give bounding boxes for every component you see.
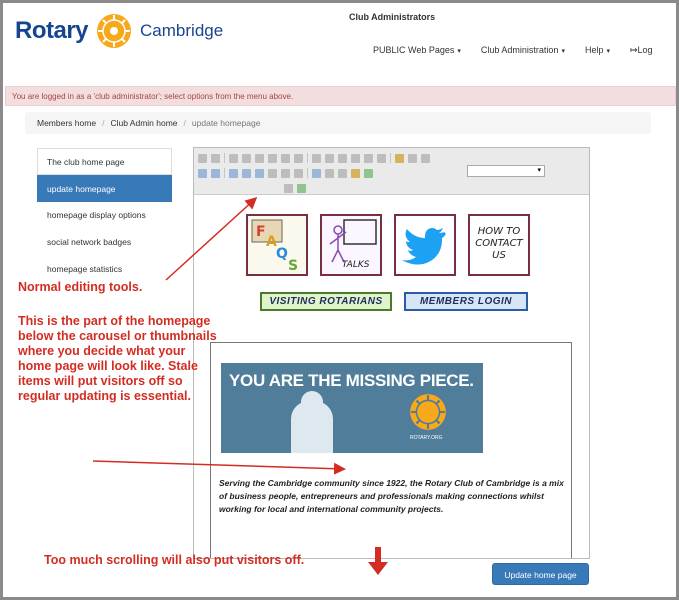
nav-label: Help xyxy=(584,45,604,55)
numbered-list-icon[interactable] xyxy=(421,154,430,163)
sidebar-item-club-home-page[interactable]: The club home page xyxy=(37,148,172,175)
toolbar-divider xyxy=(307,153,308,163)
sidebar xyxy=(37,148,172,283)
cell-props-icon[interactable] xyxy=(281,169,290,178)
nav-label: Club Administration xyxy=(480,45,559,55)
page-title: Club Administrators xyxy=(349,12,436,22)
contact-tile[interactable]: HOW TO CONTACT US xyxy=(468,214,530,276)
rich-text-editor[interactable] xyxy=(193,147,590,559)
caret-down-icon: ▾ xyxy=(606,48,610,55)
fullscreen-icon[interactable] xyxy=(297,184,306,193)
breadcrumb-club-admin-home[interactable]: Club Admin home xyxy=(110,118,178,128)
svg-text:F: F xyxy=(256,224,266,240)
breadcrumb-separator: / xyxy=(102,118,105,128)
format-select[interactable]: ▾ xyxy=(467,165,545,177)
annotation-scroll: Too much scrolling will also put visitors off. xyxy=(44,553,305,567)
italic-icon[interactable] xyxy=(242,154,251,163)
admin-alert: You are logged in as a 'club administrator'; select options from the menu above. xyxy=(5,86,676,106)
toolbar-divider xyxy=(224,153,225,163)
link-icon[interactable] xyxy=(312,169,321,178)
sidebar-item-statistics[interactable]: homepage statistics xyxy=(37,256,172,283)
sidebar-item-social-badges[interactable]: social network badges xyxy=(37,229,172,256)
nav-label: PUBLIC Web Pages xyxy=(373,45,455,55)
svg-text:Q: Q xyxy=(276,246,288,262)
toolbar-divider xyxy=(307,168,308,178)
rotary-wheel-icon xyxy=(407,391,449,433)
twitter-icon xyxy=(396,216,454,274)
screenshot-frame xyxy=(3,3,676,597)
nav-help[interactable] xyxy=(585,45,610,56)
lock-icon[interactable] xyxy=(351,169,360,178)
nav-public-web-pages[interactable] xyxy=(373,45,461,56)
talks-tile[interactable] xyxy=(320,214,382,276)
bullet-list-icon[interactable] xyxy=(408,154,417,163)
top-navigation xyxy=(373,45,653,56)
underline-icon[interactable] xyxy=(255,154,264,163)
annotation-explain: This is the part of the homepage below the carousel or thumbnails where you decide what your home page will look like. Stale items will put visitors off so regular updating is essential. xyxy=(18,314,217,403)
toolbar-row-1 xyxy=(198,151,585,165)
svg-text:A: A xyxy=(266,234,277,250)
faqs-tile[interactable] xyxy=(246,214,308,276)
strikethrough-icon[interactable] xyxy=(268,154,277,163)
superscript-icon[interactable] xyxy=(294,154,303,163)
outdent-icon[interactable] xyxy=(377,154,386,163)
table-icon[interactable] xyxy=(211,169,220,178)
twitter-tile[interactable] xyxy=(394,214,456,276)
visiting-rotarians-badge[interactable]: VISITING ROTARIANS xyxy=(260,292,392,311)
editor-toolbar xyxy=(194,148,589,195)
subscript-icon[interactable] xyxy=(281,154,290,163)
row-props-icon[interactable] xyxy=(294,169,303,178)
sidebar-item-display-options[interactable]: homepage display options xyxy=(37,202,172,229)
paint-icon[interactable] xyxy=(395,154,404,163)
logout-icon: ↦ xyxy=(629,45,638,55)
align-left-icon[interactable] xyxy=(312,154,321,163)
split-cells-icon[interactable] xyxy=(268,169,277,178)
source-code-icon[interactable] xyxy=(284,184,293,193)
talks-label: TALKS xyxy=(342,260,370,270)
image-icon[interactable] xyxy=(198,169,207,178)
merge-cells-icon[interactable] xyxy=(255,169,264,178)
banner-org: ROTARY.ORG xyxy=(410,435,443,441)
intro-paragraph: Serving the Cambridge community since 1922, the Rotary Club of Cambridge is a mix of business people, entrepreneurs and professionals making connections whilst working for local and international community projects. xyxy=(219,478,564,514)
toolbar-divider xyxy=(224,168,225,178)
breadcrumb-current: update homepage xyxy=(191,118,261,128)
logo-city-text: Cambridge xyxy=(140,21,224,40)
align-center-icon[interactable] xyxy=(325,154,334,163)
sidebar-item-update-homepage[interactable]: update homepage xyxy=(37,175,172,202)
missing-piece-banner xyxy=(221,363,483,453)
undo-icon[interactable] xyxy=(198,154,207,163)
svg-text:S: S xyxy=(288,258,299,274)
caret-down-icon: ▾ xyxy=(561,48,565,55)
unlink-icon[interactable] xyxy=(325,169,334,178)
nav-club-administration[interactable] xyxy=(481,45,565,56)
anchor-icon[interactable] xyxy=(338,169,347,178)
toolbar-row-3 xyxy=(198,181,585,195)
breadcrumb xyxy=(25,112,651,134)
indent-icon[interactable] xyxy=(364,154,373,163)
logo-rotary-text: Rotary xyxy=(15,17,89,44)
justify-icon[interactable] xyxy=(351,154,360,163)
toolbar-divider xyxy=(390,153,391,163)
person-silhouette xyxy=(291,401,333,453)
bold-icon[interactable] xyxy=(229,154,238,163)
rotary-logo[interactable] xyxy=(15,11,223,51)
annotation-tools: Normal editing tools. xyxy=(18,280,143,294)
table-col-icon[interactable] xyxy=(242,169,251,178)
align-right-icon[interactable] xyxy=(338,154,347,163)
caret-down-icon: ▾ xyxy=(457,48,461,55)
faqs-graphic xyxy=(248,216,306,274)
redo-icon[interactable] xyxy=(211,154,220,163)
update-homepage-button[interactable]: Update home page xyxy=(492,563,589,585)
banner-headline: YOU ARE THE MISSING PIECE. xyxy=(229,371,474,390)
table-row-icon[interactable] xyxy=(229,169,238,178)
content-box xyxy=(210,342,572,558)
members-login-badge[interactable]: MEMBERS LOGIN xyxy=(404,292,528,311)
nav-log[interactable] xyxy=(630,45,653,56)
breadcrumb-members-home[interactable]: Members home xyxy=(37,118,97,128)
media-icon[interactable] xyxy=(364,169,373,178)
breadcrumb-separator: / xyxy=(183,118,186,128)
rotary-wheel-icon xyxy=(94,11,134,51)
editor-content[interactable] xyxy=(194,196,589,558)
nav-label: Log xyxy=(637,45,653,55)
